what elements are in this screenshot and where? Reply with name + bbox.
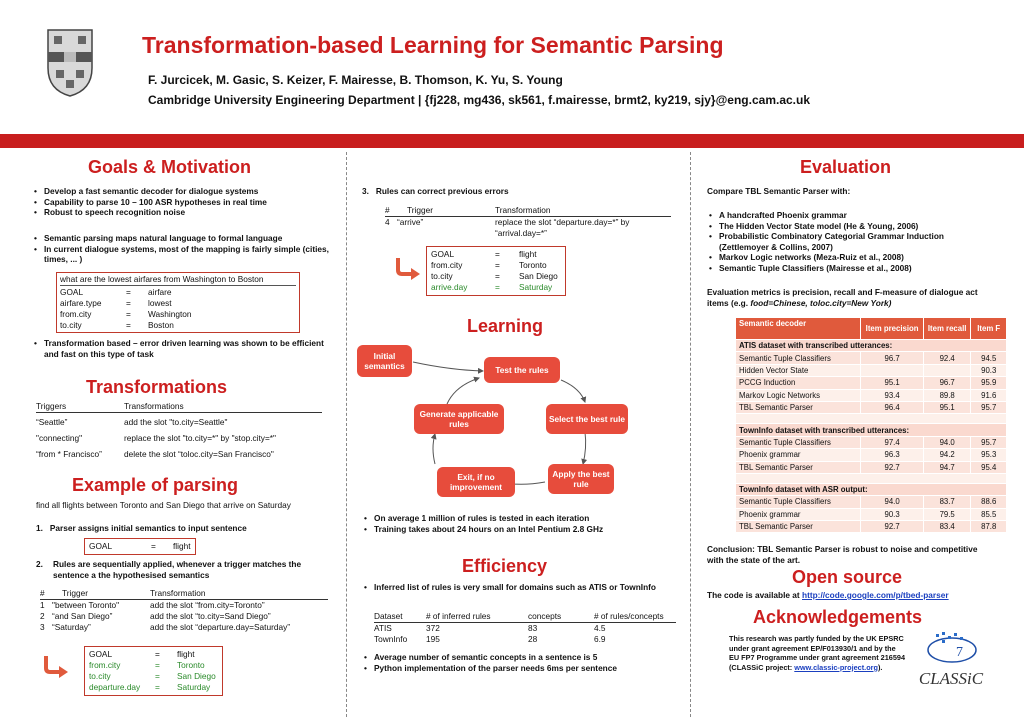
list-item: • Python implementation of the parser needs 6ms per sentence [362, 663, 678, 674]
acknowledgements-text: This research was partly funded by the UK EPSRC under grant agreement EP/F013930/1 and by the EU FP7 Programme under grant agreement 216594 (CLASSiC project: www.classic-project.org). [729, 634, 906, 672]
table-row: Semantic Tuple Classifiers 94.0 83.7 88.6 [736, 496, 1007, 508]
list-item: • A handcrafted Phoenix grammar [707, 210, 977, 221]
learning-stats [362, 513, 682, 534]
column-divider-left [346, 152, 347, 717]
node-initial-semantics: Initial semantics [357, 345, 412, 377]
example-step-1: 1. Parser assigns initial semantics to input sentence [36, 523, 247, 533]
opensource-text: The code is available at http://code.google.com/p/tbed-parser [707, 590, 949, 600]
affiliation: Cambridge University Engineering Department | {fj228, mg436, sk561, f.mairesse, brmt2, ky219, sjy}@eng.cam.ac.uk [148, 93, 811, 107]
authors: F. Jurcicek, M. Gasic, S. Keizer, F. Mairesse, B. Thomson, K. Yu, S. Young [148, 73, 563, 87]
learning-heading: Learning [467, 316, 544, 336]
list-item: • On average 1 million of rules is tested in each iteration [362, 513, 682, 524]
list-item: • Markov Logic networks (Meza-Ruiz et al., 2008) [707, 252, 977, 263]
poster-title: Transformation-based Learning for Semantic Parsing [142, 32, 724, 58]
list-item: • In current dialogue systems, most of the mapping is fairly simple (cities, times, ... ) [32, 244, 338, 265]
example-heading: Example of parsing [72, 475, 239, 495]
acknowledgements-heading: Acknowledgements [753, 607, 923, 627]
column-divider-right [690, 152, 691, 717]
arrow-icon [42, 654, 72, 683]
table-row: Semantic Tuple Classifiers 97.4 94.0 95.7 [736, 436, 1007, 448]
table-row: TBL Semantic Parser 92.7 83.4 87.8 [736, 521, 1007, 533]
list-item: • The Hidden Vector State model (He & Young, 2006) [707, 221, 977, 232]
table-row: TBL Semantic Parser 92.7 94.7 95.4 [736, 461, 1007, 473]
list-item: • Semantic parsing maps natural language to formal language [32, 233, 338, 244]
code-link[interactable]: http://code.google.com/p/tbed-parser [802, 590, 949, 600]
correction-rule-table: # Trigger Transformation 4 “arrive” replace the slot “departure.day=*” by “arrival.day=*” [385, 205, 671, 239]
opensource-heading: Open source [792, 567, 903, 587]
classic-logo-text: CLASSiC [918, 669, 984, 688]
node-exit: Exit, if no improvement [437, 467, 515, 497]
project-link[interactable]: www.classic-project.org [794, 662, 878, 672]
table-row: Semantic Tuple Classifiers 96.7 92.4 94.5 [736, 352, 1007, 364]
corrected-semantics-box: GOAL = flight from.city = Toronto to.city = San Diego arrive.day = Saturday [426, 246, 566, 296]
header-divider [0, 134, 1024, 148]
classic-logo-icon [912, 630, 990, 664]
example-step-2: 2. Rules are sequentially applied, whenever a trigger matches the sentence a the hypothesised semantics [36, 559, 302, 580]
evaluation-heading: Evaluation [800, 157, 892, 177]
example-query: what are the lowest airfares from Washington to Boston [60, 274, 296, 286]
table-row: Phoenix grammar 96.3 94.2 95.3 [736, 449, 1007, 461]
result-semantics-box: GOAL = flight from.city = Toronto to.city = San Diego departure.day = Saturday [84, 646, 223, 696]
rules-table: # Trigger Transformation 1 "between Toronto" add the slot “from.city=Toronto” 2 “and San Diego” add the slot “to.city=Sand Diego” 3 “Saturday” add the slot “departure.day=Saturday” [40, 588, 328, 633]
list-item: • Develop a fast semantic decoder for dialogue systems [32, 186, 342, 197]
table-section-title: TownInfo dataset with transcribed utterances: [736, 424, 1007, 436]
goals-list-3 [32, 338, 338, 359]
classic-logo [912, 630, 990, 686]
evaluation-table [735, 317, 1007, 533]
goals-list-2 [32, 233, 338, 265]
transformations-heading: Transformations [86, 377, 228, 397]
list-item: • Capability to parse 10 – 100 ASR hypotheses in real time [32, 197, 342, 208]
list-item: • Probabilistic Combinatory Categorial Grammar Induction (Zettlemoyer & Collins, 2007) [707, 231, 977, 252]
example-slots: GOAL = airfare airfare.type = lowest from.city = Washington to.city = Boston [60, 287, 192, 330]
arrow-icon [394, 256, 424, 285]
example-sentence: find all flights between Toronto and San Diego that arrive on Saturday [36, 500, 291, 510]
table-section-title: ATIS dataset with transcribed utterances: [736, 340, 1007, 352]
table-row: PCCG Induction 95.1 96.7 95.9 [736, 377, 1007, 389]
table-header: Semantic decoder Item precision Item recall Item F [736, 318, 1007, 340]
evaluation-conclusion: Conclusion: TBL Semantic Parser is robust to noise and competitive with the state of the art. [707, 544, 978, 565]
list-item: • Training takes about 24 hours on an Intel Pentium 2.8 GHz [362, 524, 682, 535]
initial-semantics-box: GOAL = flight [84, 538, 196, 555]
transformations-table: Triggers Transformations “Seattle” add the slot "to.city=Seattle" "connecting" replace the slot "to.city=*" by "stop.city=*" “from * Francisco” delete the slot “toloc.city=San Francisco" [36, 401, 322, 460]
goals-list-1 [32, 186, 342, 218]
list-item: • Inferred list of rules is very small for domains such as ATIS or TownInfo [362, 582, 678, 593]
efficiency-list-2 [362, 652, 678, 673]
table-row: Hidden Vector State 90.3 [736, 364, 1007, 376]
evaluation-baselines [707, 210, 977, 273]
list-item: • Semantic Tuple Classifiers (Mairesse et al., 2008) [707, 263, 977, 274]
evaluation-metrics: Evaluation metrics is precision, recall and F-measure of dialogue act items (e.g. food=Chinese, toloc.city=New York) [707, 287, 978, 308]
table-row: TBL Semantic Parser 96.4 95.1 95.7 [736, 401, 1007, 413]
node-generate-rules: Generate applicable rules [414, 404, 504, 434]
node-test-rules: Test the rules [484, 357, 560, 383]
list-item: • Transformation based – error driven learning was shown to be efficient and fast on this type of task [32, 338, 338, 359]
efficiency-table: Dataset # of inferred rules concepts # of rules/concepts ATIS 372 83 4.5 TownInfo 195 28 6.9 [374, 611, 676, 645]
node-select-rule: Select the best rule [546, 404, 628, 434]
university-crest-icon [46, 28, 94, 98]
table-row: Phoenix grammar 90.3 79.5 85.5 [736, 508, 1007, 520]
goals-heading: Goals & Motivation [88, 157, 252, 177]
svg-text:7: 7 [956, 645, 963, 660]
list-item: • Average number of semantic concepts in a sentence is 5 [362, 652, 678, 663]
table-section-title: TownInfo dataset with ASR output: [736, 483, 1007, 495]
example-semantics-box [56, 272, 300, 333]
evaluation-compare: Compare TBL Semantic Parser with: [707, 186, 851, 196]
efficiency-list-1 [362, 582, 678, 593]
list-item: • Robust to speech recognition noise [32, 207, 342, 218]
node-apply-rule: Apply the best rule [548, 464, 614, 494]
step-3: 3. Rules can correct previous errors [362, 186, 509, 196]
table-row: Markov Logic Networks 93.4 89.8 91.6 [736, 389, 1007, 401]
efficiency-heading: Efficiency [462, 556, 548, 576]
